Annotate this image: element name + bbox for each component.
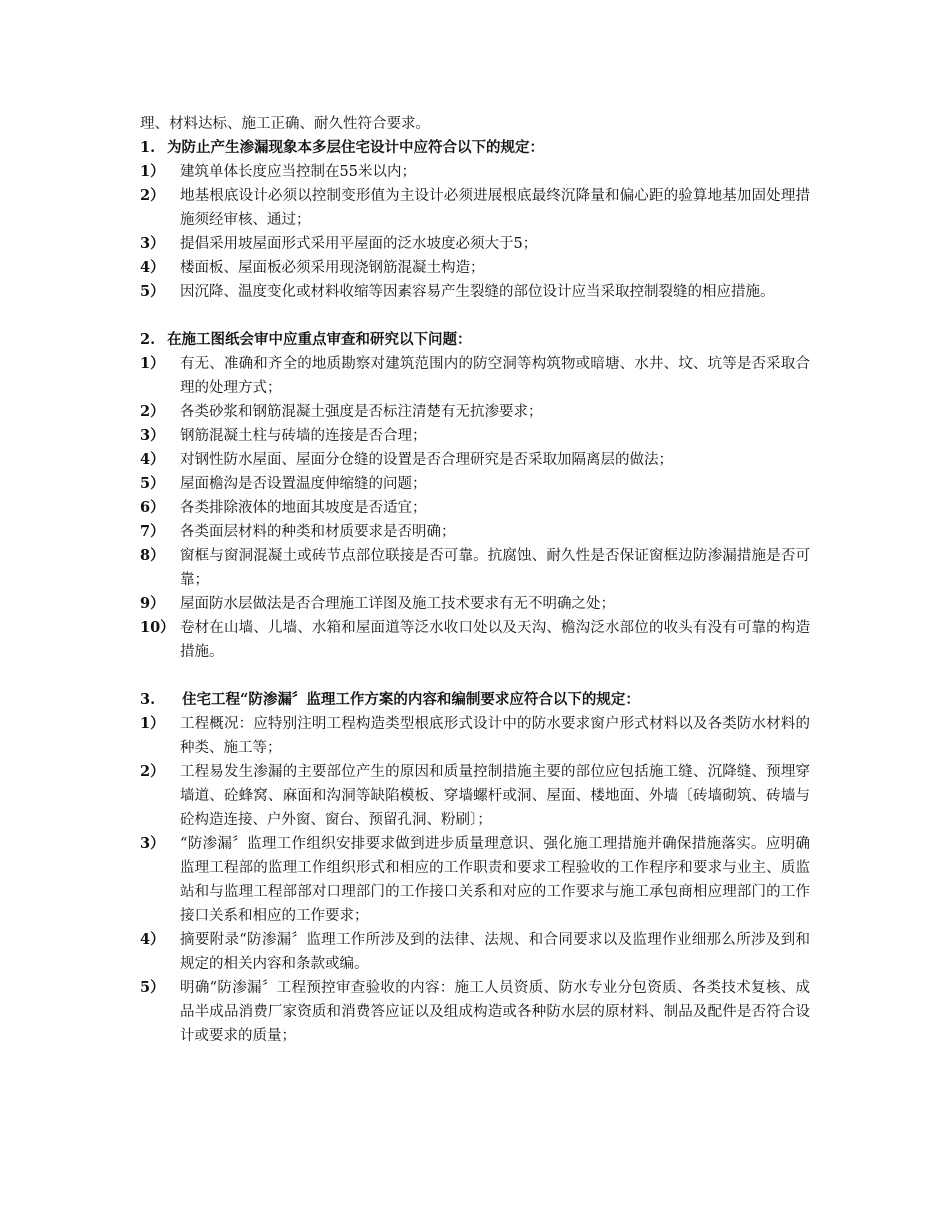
item-number: 6） [140, 499, 165, 516]
list-item [140, 976, 810, 1048]
section-heading [140, 328, 810, 352]
section-heading [140, 688, 810, 712]
item-number: 4） [140, 931, 165, 948]
item-number: 1） [140, 355, 165, 372]
item-text: 对钢性防水屋面、屋面分仓缝的设置是否合理研究是否采取加隔离层的做法； [180, 452, 673, 468]
section-2 [140, 328, 810, 664]
section-title: 住宅工程“防渗漏〞监理工作方案的内容和编制要求应符合以下的规定： [182, 691, 640, 708]
item-number: 1） [140, 715, 165, 732]
item-number: 3） [140, 835, 165, 852]
list-item [140, 616, 810, 664]
item-text: 工程易发生渗漏的主要部位产生的原因和质量控制措施主要的部位应包括施工缝、沉降缝、预埋穿墙道、砼蜂窝、麻面和沟洞等缺陷模板、穿墙螺杆或洞、屋面、楼地面、外墙〔砖墙砌筑、砖墙与砼构造连接、户外窗、窗台、预留孔洞、粉刷〕； [180, 764, 810, 828]
item-number: 5） [140, 979, 165, 996]
item-text: 各类排除液体的地面其坡度是否适宜； [180, 500, 427, 516]
list-item [140, 184, 810, 232]
item-text: 屋面防水层做法是否合理施工详图及施工技术要求有无不明确之处； [180, 596, 615, 612]
item-text: 建筑单体长度应当控制在55米以内； [180, 164, 416, 180]
list-item [140, 232, 810, 256]
list-item [140, 160, 810, 184]
list-item [140, 928, 810, 976]
list-item [140, 400, 810, 424]
section-number: 1. [140, 139, 156, 156]
item-number: 2） [140, 403, 165, 420]
item-text: 各类砂浆和钢筋混凝土强度是否标注清楚有无抗渗要求； [180, 404, 543, 420]
item-text: 各类面层材料的种类和材质要求是否明确； [180, 524, 456, 540]
item-text: 窗框与窗洞混凝土或砖节点部位联接是否可靠。抗腐蚀、耐久性是否保证窗框边防渗漏措施是否可靠； [180, 548, 810, 588]
item-text: 提倡采用坡屋面形式采用平屋面的泛水坡度必须大于5； [180, 236, 538, 252]
item-number: 1） [140, 163, 165, 180]
list-item [140, 352, 810, 400]
section-number: 2. [140, 331, 156, 348]
list-item [140, 832, 810, 928]
item-text: 楼面板、屋面板必须采用现浇钢筋混凝土构造； [180, 260, 485, 276]
item-text: “防渗漏〞监理工作组织安排要求做到进步质量理意识、强化施工理措施并确保措施落实。应明确监理工程部的监理工作组织形式和相应的工作职责和要求工程验收的工作程序和要求与业主、质监站和与监理工程部部对口理部门的工作接口关系和对应的工作要求与施工承包商相应理部门的工作接口关系和相应的工作要求； [180, 836, 810, 924]
item-text: 屋面檐沟是否设置温度伸缩缝的问题； [180, 476, 427, 492]
list-item [140, 712, 810, 760]
list-item [140, 592, 810, 616]
item-number: 4） [140, 451, 165, 468]
list-item [140, 256, 810, 280]
item-number: 3） [140, 427, 165, 444]
section-3 [140, 688, 810, 1048]
list-item [140, 520, 810, 544]
intro-line: 理、材料达标、施工正确、耐久性符合要求。 [140, 116, 430, 132]
item-number: 8） [140, 547, 165, 564]
item-number: 4） [140, 259, 165, 276]
list-item [140, 760, 810, 832]
section-title: 在施工图纸会审中应重点审查和研究以下问题： [167, 331, 472, 348]
item-text: 摘要附录“防渗漏〞监理工作所涉及到的法律、法规、和合同要求以及监理作业细那么所涉及到和规定的相关内容和条款或编。 [180, 932, 810, 972]
item-text: 卷材在山墙、儿墙、水箱和屋面道等泛水收口处以及天沟、檐沟泛水部位的收头有没有可靠的构造措施。 [180, 620, 810, 660]
item-number: 3） [140, 235, 165, 252]
item-number: 2） [140, 763, 165, 780]
section-number: 3. [140, 691, 156, 708]
list-item [140, 424, 810, 448]
item-text: 有无、准确和齐全的地质勘察对建筑范围内的防空洞等构筑物或暗塘、水井、坟、坑等是否采取合理的处理方式； [180, 356, 810, 396]
list-item [140, 448, 810, 472]
item-number: 7） [140, 523, 165, 540]
item-text: 因沉降、温度变化或材料收缩等因素容易产生裂缝的部位设计应当采取控制裂缝的相应措施。 [180, 284, 775, 300]
item-number: 5） [140, 475, 165, 492]
section-1 [140, 136, 810, 304]
item-number: 9） [140, 595, 165, 612]
list-item [140, 544, 810, 592]
item-text: 地基根底设计必须以控制变形值为主设计必须进展根底最终沉降量和偏心距的验算地基加固处理措施须经审核、通过； [180, 188, 810, 228]
section-heading [140, 136, 810, 160]
item-text: 工程概况：应特别注明工程构造类型根底形式设计中的防水要求窗户形式材料以及各类防水材料的种类、施工等； [180, 716, 810, 756]
item-text: 钢筋混凝土柱与砖墙的连接是否合理； [180, 428, 427, 444]
list-item [140, 280, 810, 304]
item-text: 明确“防渗漏〞工程预控审查验收的内容：施工人员资质、防水专业分包资质、各类技术复核、成品半成品消费厂家资质和消费答应证以及组成构造或各种防水层的原材料、制品及配件是否符合设计或要求的质量； [180, 980, 810, 1044]
item-number: 10） [140, 619, 175, 636]
item-number: 5） [140, 283, 165, 300]
list-item [140, 496, 810, 520]
section-title: 为防止产生渗漏现象本多层住宅设计中应符合以下的规定： [167, 139, 545, 156]
item-number: 2） [140, 187, 165, 204]
list-item [140, 472, 810, 496]
